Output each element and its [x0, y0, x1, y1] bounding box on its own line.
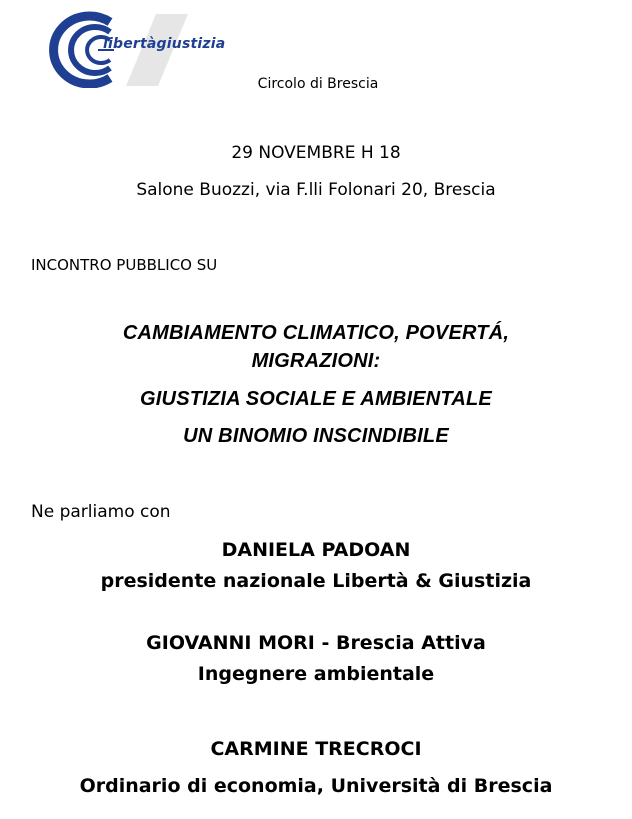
speaker-role: presidente nazionale Libertà & Giustizia — [100, 570, 532, 592]
speaker-role: Ordinario di economia, Università di Brescia — [79, 775, 553, 797]
speaker-name: GIOVANNI MORI - Brescia Attiva — [146, 632, 486, 654]
speaker-name: DANIELA PADOAN — [221, 539, 411, 561]
circolo-label: Circolo di Brescia — [257, 76, 379, 92]
event-intro: INCONTRO PUBBLICO SU — [31, 256, 218, 274]
title-line-3: GIUSTIZIA SOCIALE E AMBIENTALE — [140, 388, 492, 410]
title-line-2: MIGRAZIONI: — [251, 350, 381, 372]
logo-wordmark: libertàgiustizia — [103, 36, 226, 52]
event-venue: Salone Buozzi, via F.lli Folonari 20, Brescia — [136, 180, 496, 200]
event-date: 29 NOVEMBRE H 18 — [231, 143, 401, 163]
title-line-4: UN BINOMIO INSCINDIBILE — [183, 425, 449, 447]
title-line-1: CAMBIAMENTO CLIMATICO, POVERTÁ, — [122, 322, 510, 344]
speaker-name: CARMINE TRECROCI — [210, 738, 422, 760]
speakers-intro: Ne parliamo con — [31, 502, 171, 522]
speaker-role: Ingegnere ambientale — [197, 663, 435, 685]
